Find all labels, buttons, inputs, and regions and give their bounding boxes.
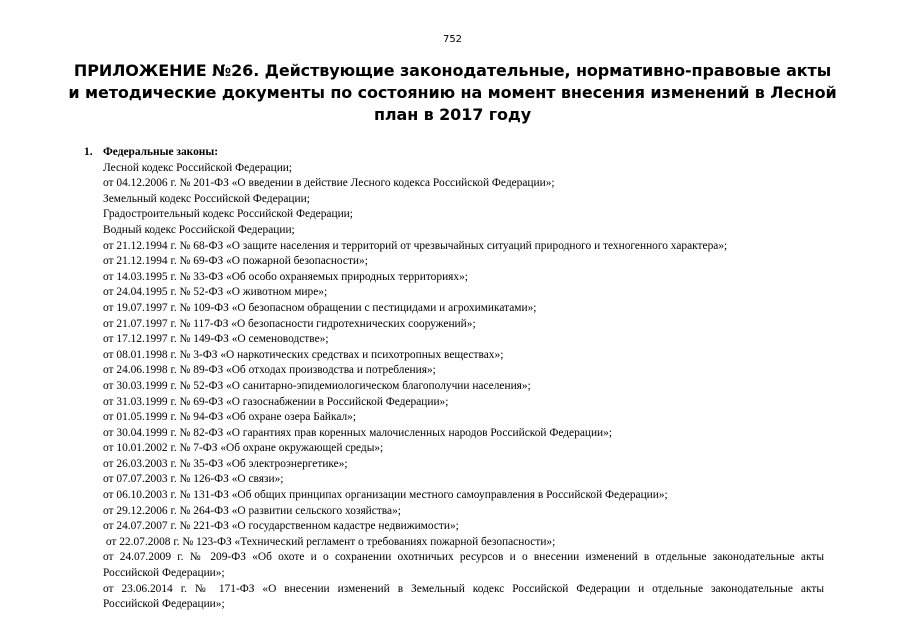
page-title <box>40 60 865 126</box>
list-item: от 21.12.1994 г. № 68-ФЗ «О защите населения и территорий от чрезвычайных ситуаций природного и техногенного характера»; <box>103 239 728 252</box>
list-item: от 21.07.1997 г. № 117-ФЗ «О безопасности гидротехнических сооружений»; <box>103 317 476 330</box>
list-item: от 07.07.2003 г. № 126-ФЗ «О связи»; <box>103 473 284 486</box>
list-item: от 30.04.1999 г. № 82-ФЗ «О гарантиях прав коренных малочисленных народов Российской Федерации»; <box>103 426 613 439</box>
list-item: от 23.06.2014 г. № 171-ФЗ «О внесении изменений в Земельный кодекс Российской Федерации и отдельные законодательные акты <box>103 582 824 595</box>
section-heading-text: Федеральные законы: <box>103 146 219 158</box>
law-list <box>84 161 824 613</box>
title-line-3: план в 2017 году <box>373 105 532 124</box>
list-item: Земельный кодекс Российской Федерации; <box>103 192 310 205</box>
federal-laws-section <box>84 145 824 613</box>
list-item: от 24.04.1995 г. № 52-ФЗ «О животном мире»; <box>103 286 328 299</box>
list-item: от 24.07.2009 г. № 209-ФЗ «Об охоте и о сохранении охотничьих ресурсов и о внесении изменений в отдельные законодательные акты <box>103 551 824 564</box>
title-line-1: ПРИЛОЖЕНИЕ №26. Действующие законодательные, нормативно-правовые акты <box>73 61 832 80</box>
list-item: от 10.01.2002 г. № 7-ФЗ «Об охране окружающей среды»; <box>103 442 384 455</box>
list-item: от 24.06.1998 г. № 89-ФЗ «Об отходах производства и потребления»; <box>103 364 436 377</box>
list-item: от 22.07.2008 г. № 123-ФЗ «Технический регламент о требованиях пожарной безопасности»; <box>103 535 556 548</box>
section-number: 1. <box>84 146 93 158</box>
list-item: от 17.12.1997 г. № 149-ФЗ «О семеноводстве»; <box>103 333 329 346</box>
list-item: от 04.12.2006 г. № 201-ФЗ «О введении в действие Лесного кодекса Российской Федерации»; <box>103 177 555 190</box>
list-item: от 01.05.1999 г. № 94-ФЗ «Об охране озера Байкал»; <box>103 411 357 424</box>
list-item: Градостроительный кодекс Российской Федерации; <box>103 208 353 221</box>
list-item: от 30.03.1999 г. № 52-ФЗ «О санитарно-эпидемиологическом благополучии населения»; <box>103 379 531 392</box>
list-item: от 21.12.1994 г. № 69-ФЗ «О пожарной безопасности»; <box>103 255 368 268</box>
list-item: от 29.12.2006 г. № 264-ФЗ «О развитии сельского хозяйства»; <box>103 504 401 517</box>
page-number: 752 <box>442 34 463 45</box>
section-heading <box>84 145 824 161</box>
list-item: от 31.03.1999 г. № 69-ФЗ «О газоснабжении в Российской Федерации»; <box>103 395 449 408</box>
list-item: Лесной кодекс Российской Федерации; <box>103 161 293 174</box>
list-item: Российской Федерации»; <box>103 598 225 611</box>
list-item: Водный кодекс Российской Федерации; <box>103 223 295 236</box>
list-item: Российской Федерации»; <box>103 567 225 580</box>
list-item: от 08.01.1998 г. № 3-ФЗ «О наркотических средствах и психотропных веществах»; <box>103 348 504 361</box>
list-item: от 26.03.2003 г. № 35-ФЗ «Об электроэнергетике»; <box>103 457 348 470</box>
list-item: от 14.03.1995 г. № 33-ФЗ «Об особо охраняемых природных территориях»; <box>103 270 468 283</box>
title-line-2: и методические документы по состоянию на момент внесения изменений в Лесной <box>68 83 837 102</box>
list-item: от 06.10.2003 г. № 131-ФЗ «Об общих принципах организации местного самоуправления в Российской Федерации»; <box>103 489 668 502</box>
list-item: от 19.07.1997 г. № 109-ФЗ «О безопасном обращении с пестицидами и агрохимикатами»; <box>103 301 537 314</box>
list-item: от 24.07.2007 г. № 221-ФЗ «О государственном кадастре недвижимости»; <box>103 520 459 533</box>
